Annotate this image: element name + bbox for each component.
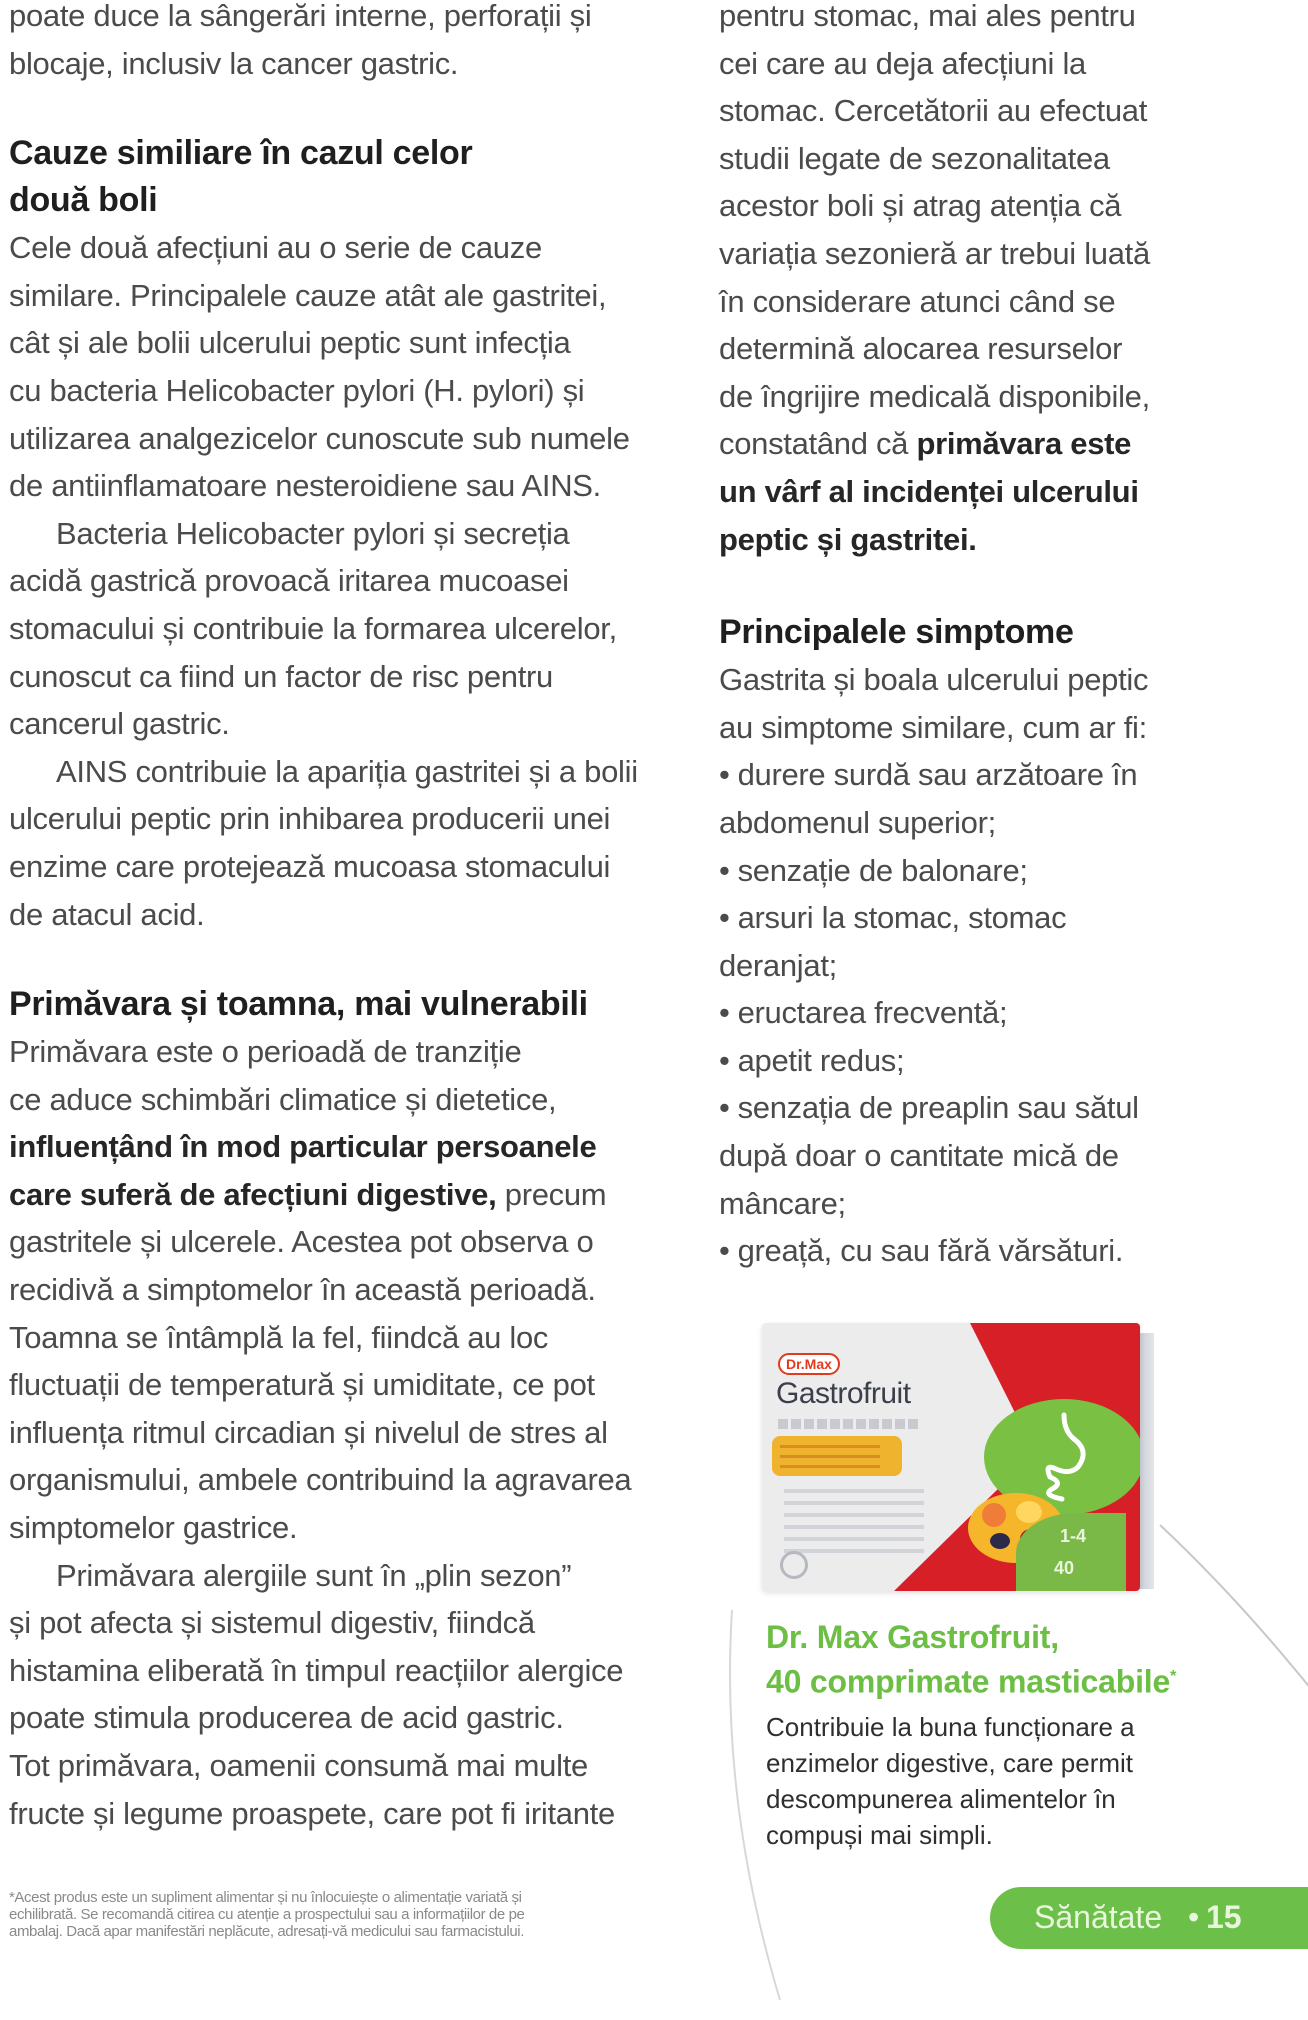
text-line: Primăvara alergiile sunt în „plin sezon” bbox=[56, 1557, 572, 1593]
symptom-item-cont: după doar o cantitate mică de bbox=[719, 1138, 1119, 1174]
text-line: Bacteria Helicobacter pylori și secreția bbox=[56, 515, 570, 551]
symptom-item: • apetit redus; bbox=[719, 1037, 1279, 1085]
bold-text: care suferă de afecțiuni digestive, bbox=[9, 1176, 497, 1212]
text-line: utilizarea analgezicelor cunoscute sub numele bbox=[9, 420, 630, 456]
disclaimer-footnote bbox=[9, 1889, 709, 1940]
box-side bbox=[1138, 1333, 1154, 1589]
intro-line: blocaje, inclusiv la cancer gastric. bbox=[9, 45, 459, 81]
paragraph-causes bbox=[9, 224, 679, 510]
text-line: ulcerului peptic prin inhibarea producerii unei bbox=[9, 801, 611, 837]
text-line: studii legate de sezonalitatea bbox=[719, 140, 1110, 176]
page-section-tab bbox=[990, 1887, 1308, 1949]
section-heading-seasons: Primăvara și toamna, mai vulnerabili bbox=[9, 985, 588, 1024]
symptom-item-cont: abdomenul superior; bbox=[719, 804, 996, 840]
text-line: Gastrita și boala ulcerului peptic bbox=[719, 662, 1149, 698]
text-line: descompunerea alimentelor în bbox=[766, 1784, 1116, 1814]
text-line: organismului, ambele contribuind la agravarea bbox=[9, 1462, 632, 1498]
asterisk: * bbox=[1170, 1668, 1177, 1685]
box-dosage-panel bbox=[1016, 1513, 1126, 1591]
text-line: echilibrată. Se recomandă citirea cu atenție a prospectului sau a informațiilor de pe bbox=[9, 1906, 525, 1923]
page-number: 15 bbox=[1206, 1899, 1242, 1935]
text-line: enzimelor digestive, care permit bbox=[766, 1748, 1134, 1778]
text-line: determină alocarea resurselor bbox=[719, 331, 1123, 367]
right-column bbox=[719, 0, 1279, 1275]
text-line: enzime care protejează mucoasa stomacului bbox=[9, 848, 611, 884]
text-line: pentru stomac, mai ales pentru bbox=[719, 0, 1136, 33]
symptom-item: • greață, cu sau fără vărsături. bbox=[719, 1227, 1279, 1275]
section-heading-causes-cont: două boli bbox=[9, 181, 158, 220]
text-line: poate stimula producerea de acid gastric. bbox=[9, 1700, 564, 1736]
text-line: de îngrijire medicală disponibile, bbox=[719, 378, 1150, 414]
text-line: au simptome similare, cum ar fi: bbox=[719, 709, 1147, 745]
section-heading-causes: Cauze similiare în cazul celor bbox=[9, 134, 473, 173]
paragraph-seasonality bbox=[719, 0, 1279, 563]
paragraph-hpylori bbox=[9, 510, 679, 748]
bold-text: influențând în mod particular persoanele bbox=[9, 1129, 597, 1165]
box-subtitle-text bbox=[778, 1419, 918, 1429]
symptom-item-cont: deranjat; bbox=[719, 947, 837, 983]
text-line: cu bacteria Helicobacter pylori (H. pylori) și bbox=[9, 372, 585, 408]
symptom-item: • eructarea frecventă; bbox=[719, 989, 1279, 1037]
product-description bbox=[766, 1709, 1135, 1853]
bold-text: un vârf al incidenței ulcerului bbox=[719, 473, 1139, 509]
product-name bbox=[766, 1617, 1176, 1702]
separator-dot: • bbox=[1188, 1899, 1200, 1935]
symptom-item: • senzația de preaplin sau sătul bbox=[719, 1084, 1279, 1132]
section-heading-symptoms: Principalele simptome bbox=[719, 613, 1074, 652]
paragraph-seasons bbox=[9, 1028, 679, 1552]
bold-text: peptic și gastritei. bbox=[719, 521, 977, 557]
symptom-item-cont: mâncare; bbox=[719, 1185, 846, 1221]
text-line: compuși mai simpli. bbox=[766, 1820, 993, 1850]
text-line: simptomelor gastrice. bbox=[9, 1510, 298, 1546]
text-line: recidivă a simptomelor în această perioadă. bbox=[9, 1272, 596, 1308]
text-line: similare. Principalele cauze atât ale gastritei, bbox=[9, 277, 607, 313]
box-product-title: Gastrofruit bbox=[776, 1377, 911, 1410]
section-name: Sănătate bbox=[1034, 1899, 1163, 1935]
text-line: variația sezonieră ar trebui luată bbox=[719, 235, 1150, 271]
box-claim-text bbox=[784, 1489, 924, 1553]
quality-seal-icon bbox=[780, 1551, 808, 1579]
product-name-line2: 40 comprimate masticabile bbox=[766, 1663, 1171, 1700]
text-line: stomacului și contribuie la formarea ulcerelor, bbox=[9, 610, 617, 646]
text-line: cunoscut ca fiind un factor de risc pentru bbox=[9, 658, 553, 694]
text-line: ambalaj. Dacă apar manifestări neplăcute, adresați-vă medicului sau farmacistului. bbox=[9, 1923, 524, 1940]
box-front bbox=[762, 1323, 1140, 1591]
text-line: *Acest produs este un supliment alimentar și nu înlocuiește o alimentație variată și bbox=[9, 1889, 522, 1906]
left-column bbox=[9, 0, 679, 1837]
symptoms-list bbox=[719, 751, 1279, 1275]
text-line: cancerul gastric. bbox=[9, 706, 230, 742]
text-line: AINS contribuie la apariția gastritei și a bolii bbox=[56, 753, 638, 789]
text-line: Tot primăvara, oamenii consumă mai multe bbox=[9, 1748, 588, 1783]
intro-line: poate duce la sângerări interne, perforații și bbox=[9, 0, 592, 33]
text-line: cât și ale bolii ulcerului peptic sunt infecția bbox=[9, 325, 571, 361]
symptom-item: • durere surdă sau arzătoare în bbox=[719, 751, 1279, 799]
text-line: de atacul acid. bbox=[9, 896, 205, 932]
box-dose: 1-4 bbox=[1059, 1526, 1086, 1546]
text-line: în considerare atunci când se bbox=[719, 283, 1116, 319]
text-line: ce aduce schimbări climatice și dietetice, bbox=[9, 1081, 557, 1117]
symptom-item: • senzație de balonare; bbox=[719, 847, 1279, 895]
text-line: histamina eliberată în timpul reacțiilor alergice bbox=[9, 1652, 624, 1688]
text-line: cei care au deja afecțiuni la bbox=[719, 45, 1086, 81]
text-line: fluctuații de temperatură și umiditate, ce pot bbox=[9, 1367, 595, 1403]
box-count: 40 bbox=[1053, 1558, 1074, 1578]
text-line: fructe și legume proaspete, care pot fi iritante bbox=[9, 1795, 615, 1831]
text-line: Primăvara este o perioadă de tranziție bbox=[9, 1034, 522, 1070]
brand-logo: Dr.Max bbox=[778, 1353, 840, 1375]
text-line: stomac. Cercetătorii au efectuat bbox=[719, 93, 1148, 129]
product-name-line1: Dr. Max Gastrofruit, bbox=[766, 1619, 1059, 1655]
symptom-item: • arsuri la stomac, stomac bbox=[719, 894, 1279, 942]
paragraph-allergies bbox=[9, 1552, 679, 1838]
box-yellow-label bbox=[772, 1436, 902, 1476]
text-line: acidă gastrică provoacă iritarea mucoasei bbox=[9, 563, 569, 599]
text-line: și pot afecta și sistemul digestiv, fiindcă bbox=[9, 1605, 535, 1641]
text-line: influența ritmul circadian și nivelul de stres al bbox=[9, 1414, 608, 1450]
text-span: constatând că bbox=[719, 426, 917, 462]
bold-text: primăvara este bbox=[916, 426, 1132, 462]
text-line: Toamna se întâmplă la fel, fiindcă au loc bbox=[9, 1319, 549, 1355]
text-line: gastritele și ulcerele. Acestea pot observa o bbox=[9, 1224, 594, 1260]
paragraph-ains bbox=[9, 748, 679, 938]
text-line: Contribuie la buna funcționare a bbox=[766, 1712, 1135, 1742]
text-line: acestor boli și atrag atenția că bbox=[719, 188, 1122, 224]
product-image-gastrofruit bbox=[762, 1323, 1154, 1593]
text-line: Cele două afecțiuni au o serie de cauze bbox=[9, 230, 542, 266]
text-span: precum bbox=[496, 1176, 607, 1212]
text-line: de antiinflamatoare nesteroidiene sau AINS. bbox=[9, 468, 601, 504]
